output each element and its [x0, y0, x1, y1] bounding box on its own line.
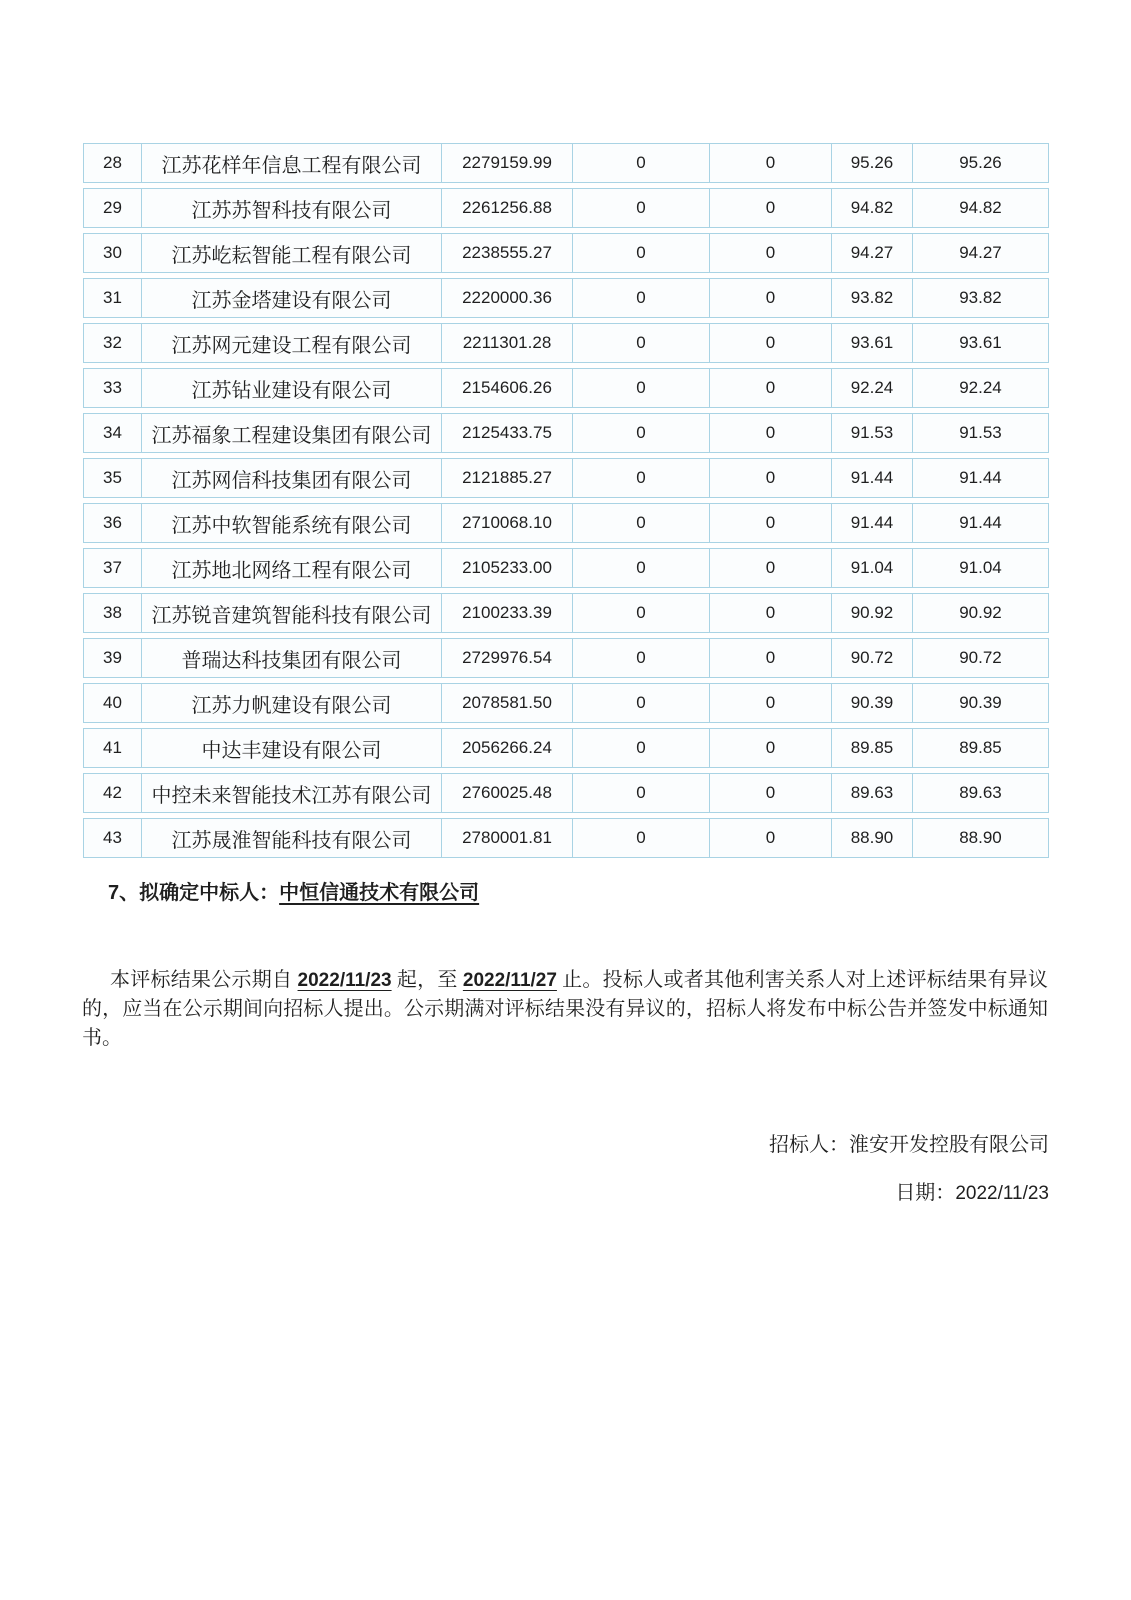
table-row [83, 683, 1049, 723]
final-score-cell: 92.24 [912, 368, 1049, 408]
bid-price-cell: 2729976.54 [441, 638, 572, 678]
rank-cell: 37 [83, 548, 141, 588]
winner-separator: 、 [119, 882, 140, 904]
signature-date-value: 2022/11/23 [955, 1183, 1049, 1204]
final-score-cell: 94.27 [912, 233, 1049, 273]
bid-price-cell: 2780001.81 [441, 818, 572, 858]
score-cell: 94.82 [831, 188, 912, 228]
company-cell: 中控未来智能技术江苏有限公司 [141, 773, 441, 813]
bid-price-cell: 2056266.24 [441, 728, 572, 768]
final-score-cell: 91.53 [912, 413, 1049, 453]
bid-results-table [83, 138, 1049, 863]
final-score-cell: 91.04 [912, 548, 1049, 588]
final-score-cell: 91.44 [912, 503, 1049, 543]
table-row [83, 233, 1049, 273]
score-cell: 95.26 [831, 143, 912, 183]
value-cell-2: 0 [709, 413, 831, 453]
final-score-cell: 91.44 [912, 458, 1049, 498]
score-cell: 91.44 [831, 503, 912, 543]
bid-price-cell: 2078581.50 [441, 683, 572, 723]
final-score-cell: 93.82 [912, 278, 1049, 318]
score-cell: 94.27 [831, 233, 912, 273]
value-cell-2: 0 [709, 728, 831, 768]
rank-cell: 34 [83, 413, 141, 453]
rank-cell: 43 [83, 818, 141, 858]
value-cell-2: 0 [709, 458, 831, 498]
value-cell-1: 0 [572, 683, 709, 723]
table-row [83, 368, 1049, 408]
value-cell-2: 0 [709, 143, 831, 183]
value-cell-1: 0 [572, 773, 709, 813]
rank-cell: 29 [83, 188, 141, 228]
bid-price-cell: 2121885.27 [441, 458, 572, 498]
company-cell: 江苏钻业建设有限公司 [141, 368, 441, 408]
final-score-cell: 90.92 [912, 593, 1049, 633]
winner-item-number: 7 [108, 882, 120, 904]
notice-text-2: 起，至 [391, 969, 463, 991]
company-cell: 江苏网元建设工程有限公司 [141, 323, 441, 363]
rank-cell: 35 [83, 458, 141, 498]
rank-cell: 28 [83, 143, 141, 183]
bid-price-cell: 2220000.36 [441, 278, 572, 318]
value-cell-2: 0 [709, 818, 831, 858]
value-cell-2: 0 [709, 323, 831, 363]
value-cell-2: 0 [709, 233, 831, 273]
rank-cell: 38 [83, 593, 141, 633]
rank-cell: 31 [83, 278, 141, 318]
value-cell-2: 0 [709, 548, 831, 588]
rank-cell: 33 [83, 368, 141, 408]
table-row [83, 413, 1049, 453]
table-row [83, 143, 1049, 183]
rank-cell: 30 [83, 233, 141, 273]
table-row [83, 773, 1049, 813]
value-cell-1: 0 [572, 503, 709, 543]
value-cell-1: 0 [572, 548, 709, 588]
final-score-cell: 89.63 [912, 773, 1049, 813]
value-cell-1: 0 [572, 638, 709, 678]
company-cell: 江苏地北网络工程有限公司 [141, 548, 441, 588]
score-cell: 91.04 [831, 548, 912, 588]
table-row [83, 458, 1049, 498]
bid-price-cell: 2760025.48 [441, 773, 572, 813]
value-cell-2: 0 [709, 638, 831, 678]
bid-price-cell: 2211301.28 [441, 323, 572, 363]
company-cell: 江苏屹耘智能工程有限公司 [141, 233, 441, 273]
company-cell: 中达丰建设有限公司 [141, 728, 441, 768]
value-cell-2: 0 [709, 593, 831, 633]
table-body [83, 143, 1049, 858]
rank-cell: 40 [83, 683, 141, 723]
publicity-end-date: 2022/11/27 [462, 970, 557, 991]
rank-cell: 32 [83, 323, 141, 363]
score-cell: 90.92 [831, 593, 912, 633]
value-cell-2: 0 [709, 683, 831, 723]
final-score-cell: 95.26 [912, 143, 1049, 183]
date-label: 日期： [895, 1182, 956, 1204]
value-cell-2: 0 [709, 773, 831, 813]
table-row [83, 818, 1049, 858]
score-cell: 90.72 [831, 638, 912, 678]
score-cell: 92.24 [831, 368, 912, 408]
bidder-name: 淮安开发控股有限公司 [849, 1134, 1049, 1156]
company-cell: 江苏苏智科技有限公司 [141, 188, 441, 228]
table-row [83, 323, 1049, 363]
table-row [83, 728, 1049, 768]
table-row [83, 593, 1049, 633]
bid-price-cell: 2238555.27 [441, 233, 572, 273]
final-score-cell: 90.39 [912, 683, 1049, 723]
value-cell-1: 0 [572, 593, 709, 633]
score-cell: 88.90 [831, 818, 912, 858]
value-cell-1: 0 [572, 458, 709, 498]
notice-text-1: 本评标结果公示期自 [110, 969, 298, 991]
table-row [83, 278, 1049, 318]
company-cell: 江苏力帆建设有限公司 [141, 683, 441, 723]
winner-name: 中恒信通技术有限公司 [279, 882, 480, 904]
signature-date-line [895, 1180, 1049, 1207]
table-row [83, 638, 1049, 678]
company-cell: 江苏锐音建筑智能科技有限公司 [141, 593, 441, 633]
value-cell-1: 0 [572, 818, 709, 858]
score-cell: 91.44 [831, 458, 912, 498]
bid-price-cell: 2261256.88 [441, 188, 572, 228]
bid-price-cell: 2105233.00 [441, 548, 572, 588]
company-cell: 江苏花样年信息工程有限公司 [141, 143, 441, 183]
score-cell: 93.61 [831, 323, 912, 363]
bid-price-cell: 2125433.75 [441, 413, 572, 453]
value-cell-1: 0 [572, 413, 709, 453]
company-cell: 普瑞达科技集团有限公司 [141, 638, 441, 678]
value-cell-1: 0 [572, 233, 709, 273]
final-score-cell: 88.90 [912, 818, 1049, 858]
table-row [83, 503, 1049, 543]
final-score-cell: 90.72 [912, 638, 1049, 678]
company-cell: 江苏晟淮智能科技有限公司 [141, 818, 441, 858]
winner-line [83, 879, 479, 907]
value-cell-1: 0 [572, 368, 709, 408]
company-cell: 江苏中软智能系统有限公司 [141, 503, 441, 543]
winner-label: 拟确定中标人： [139, 882, 280, 904]
rank-cell: 41 [83, 728, 141, 768]
bid-price-cell: 2100233.39 [441, 593, 572, 633]
value-cell-1: 0 [572, 188, 709, 228]
value-cell-2: 0 [709, 278, 831, 318]
final-score-cell: 93.61 [912, 323, 1049, 363]
score-cell: 91.53 [831, 413, 912, 453]
bid-price-cell: 2710068.10 [441, 503, 572, 543]
score-cell: 89.63 [831, 773, 912, 813]
table-row [83, 548, 1049, 588]
notice-paragraph [82, 966, 1048, 1053]
value-cell-1: 0 [572, 278, 709, 318]
value-cell-2: 0 [709, 368, 831, 408]
bidder-signature-line [769, 1132, 1049, 1158]
company-cell: 江苏金塔建设有限公司 [141, 278, 441, 318]
value-cell-1: 0 [572, 728, 709, 768]
publicity-start-date: 2022/11/23 [297, 970, 392, 991]
value-cell-2: 0 [709, 188, 831, 228]
score-cell: 90.39 [831, 683, 912, 723]
bidder-label: 招标人： [769, 1134, 849, 1156]
value-cell-1: 0 [572, 323, 709, 363]
value-cell-1: 0 [572, 143, 709, 183]
table-row [83, 188, 1049, 228]
final-score-cell: 94.82 [912, 188, 1049, 228]
value-cell-2: 0 [709, 503, 831, 543]
company-cell: 江苏网信科技集团有限公司 [141, 458, 441, 498]
rank-cell: 36 [83, 503, 141, 543]
score-cell: 93.82 [831, 278, 912, 318]
rank-cell: 39 [83, 638, 141, 678]
rank-cell: 42 [83, 773, 141, 813]
bid-price-cell: 2154606.26 [441, 368, 572, 408]
notice-text-3: 止。投标人或者其他利害关系人对上述评标结果有异议的，应当在公示期间向招标人提出。公示期满对评标结果没有异议的，招标人将发布中标公告并签发中标通知书。 [82, 969, 1049, 1049]
final-score-cell: 89.85 [912, 728, 1049, 768]
bid-price-cell: 2279159.99 [441, 143, 572, 183]
score-cell: 89.85 [831, 728, 912, 768]
company-cell: 江苏福象工程建设集团有限公司 [141, 413, 441, 453]
